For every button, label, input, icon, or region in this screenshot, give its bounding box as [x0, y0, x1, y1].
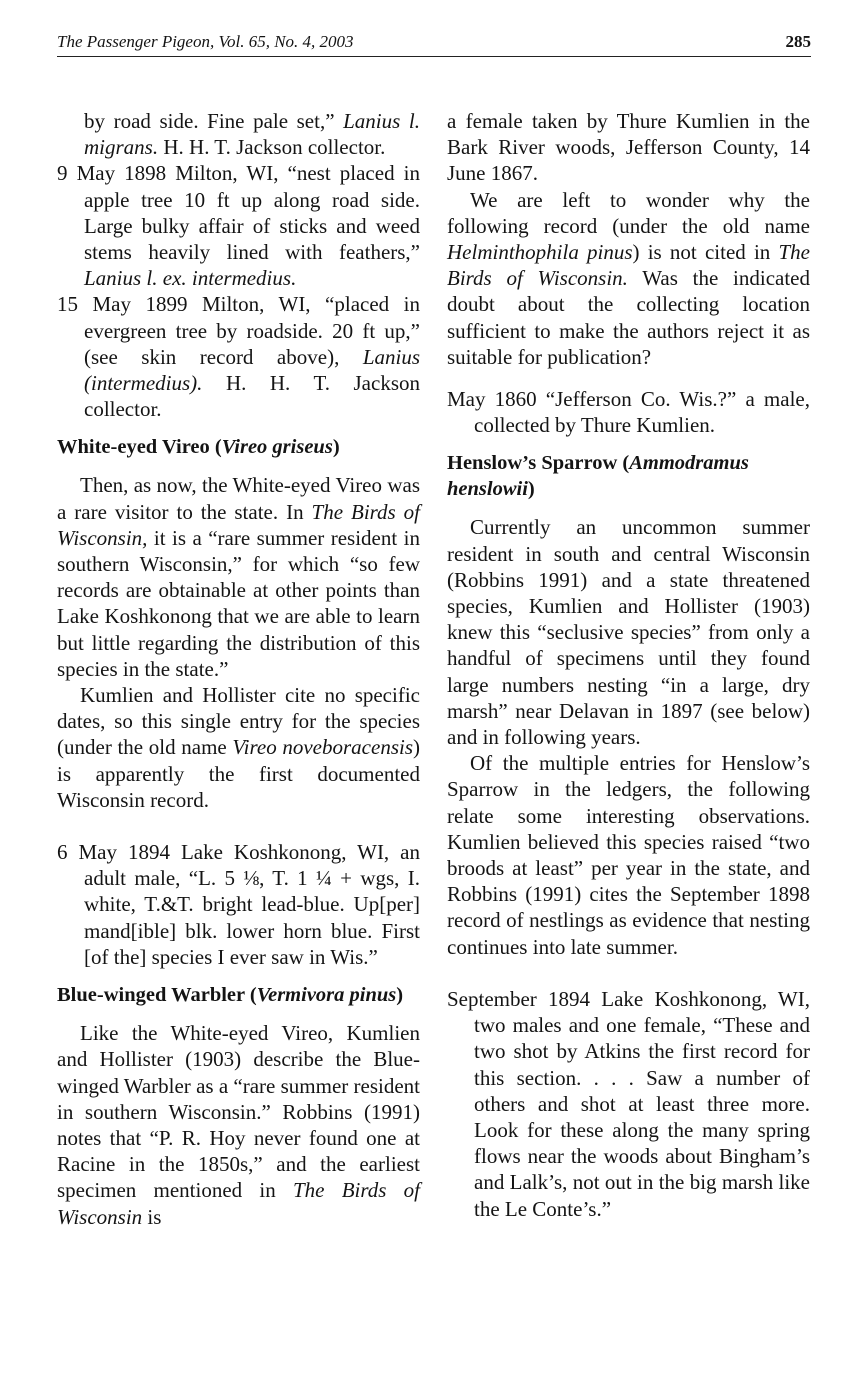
right-column: [447, 108, 810, 1222]
section-heading-blue-winged-warbler: Blue-winged Warbler (Vermivora pinus): [57, 984, 404, 1007]
record-entry-1898: 9 May 1898 Milton, WI, “nest placed in apple tree 10 ft up along road side. Large bulky affair of sticks and weed stems heavily lined with feathers,” Lanius l. ex. intermedius.: [57, 161, 420, 291]
warbler-continuation: a female taken by Thure Kumlien in the Bark River woods, Jefferson County, 14 June 1867.: [447, 109, 810, 186]
section-heading-white-eyed-vireo: White-eyed Vireo (Vireo griseus): [57, 436, 340, 459]
warbler-paragraph-1: Like the White-eyed Vireo, Kumlien and Hollister (1903) describe the Blue-winged Warbler as a “rare summer resident in southern Wisconsin.” Robbins (1991) notes that “P. R. Hoy never found one at Racine in the 1850s,” and the earliest specimen mentioned in The Birds of Wisconsin is: [57, 1021, 420, 1229]
record-entry-1894: 6 May 1894 Lake Koshkonong, WI, an adult male, “L. 5 ⅛, T. 1 ¼ + wgs, I. white, T.&T. bright lead-blue. Up[per] mand[ible] blk. lower horn blue. First [of the] species I ever saw in Wis.”: [57, 840, 420, 969]
page-header: [57, 30, 811, 57]
warbler-paragraph-2: We are left to wonder why the following record (under the old name Helminthophila pinus) is not cited in The Birds of Wisconsin. Was the indicated doubt about the collecting location sufficient to make the authors reject it as suitable for publication?: [447, 187, 810, 369]
record-entry-1860: May 1860 “Jefferson Co. Wis.?” a male, collected by Thure Kumlien.: [447, 387, 810, 438]
vireo-paragraph-2: Kumlien and Hollister cite no specific dates, so this single entry for the species (under the old name Vireo noveboracensis) is apparently the first documented Wisconsin record.: [57, 683, 420, 812]
section-heading-henslows-sparrow: Henslow’s Sparrow (Ammodramus henslowii): [447, 452, 749, 501]
record-entry-1899: 15 May 1899 Milton, WI, “placed in evergreen tree by roadside. 20 ft up,” (see skin record above), Lanius (intermedius). H. H. T. Jackson collector.: [57, 292, 420, 422]
sparrow-paragraph-2: Of the multiple entries for Henslow’s Sparrow in the ledgers, the following relate some interesting observations. Kumlien believed this species raised “two broods at least” per year in the state, and Robbins (1991) cites the September 1898 record of nestlings as evidence that nesting continues into late summer.: [447, 751, 810, 959]
left-column: [57, 108, 420, 1230]
record-entry-september-1894: September 1894 Lake Koshkonong, WI, two males and one female, “These and two shot by Atkins the first record for this section. . . . Saw a number of others and shot at least three more. Look for these along the many spring flows near the woods about Bingham’s and Lalk’s, not out in the big marsh like the Le Conte’s.”: [447, 986, 810, 1221]
running-head: The Passenger Pigeon, Vol. 65, No. 4, 2003: [57, 32, 354, 51]
page-number: 285: [785, 32, 811, 51]
shrike-continuation: by road side. Fine pale set,” Lanius l. migrans. H. H. T. Jackson collector.: [84, 109, 420, 160]
sparrow-paragraph-1: Currently an uncommon summer resident in south and central Wisconsin (Robbins 1991) and a state threatened species, Kumlien and Hollister (1903) knew this “seclusive species” from only a handful of specimens until they found large numbers nesting “in a large, dry marsh” near Delavan in 1897 (see below) and in following years.: [447, 515, 810, 750]
vireo-paragraph-1: Then, as now, the White-eyed Vireo was a rare visitor to the state. In The Birds of Wisconsin, it is a “rare summer resident in southern Wisconsin,” for which “so few records are obtainable at other points than Lake Koshkonong that we are able to learn but little regarding the distribution of this species in the state.”: [57, 473, 421, 681]
